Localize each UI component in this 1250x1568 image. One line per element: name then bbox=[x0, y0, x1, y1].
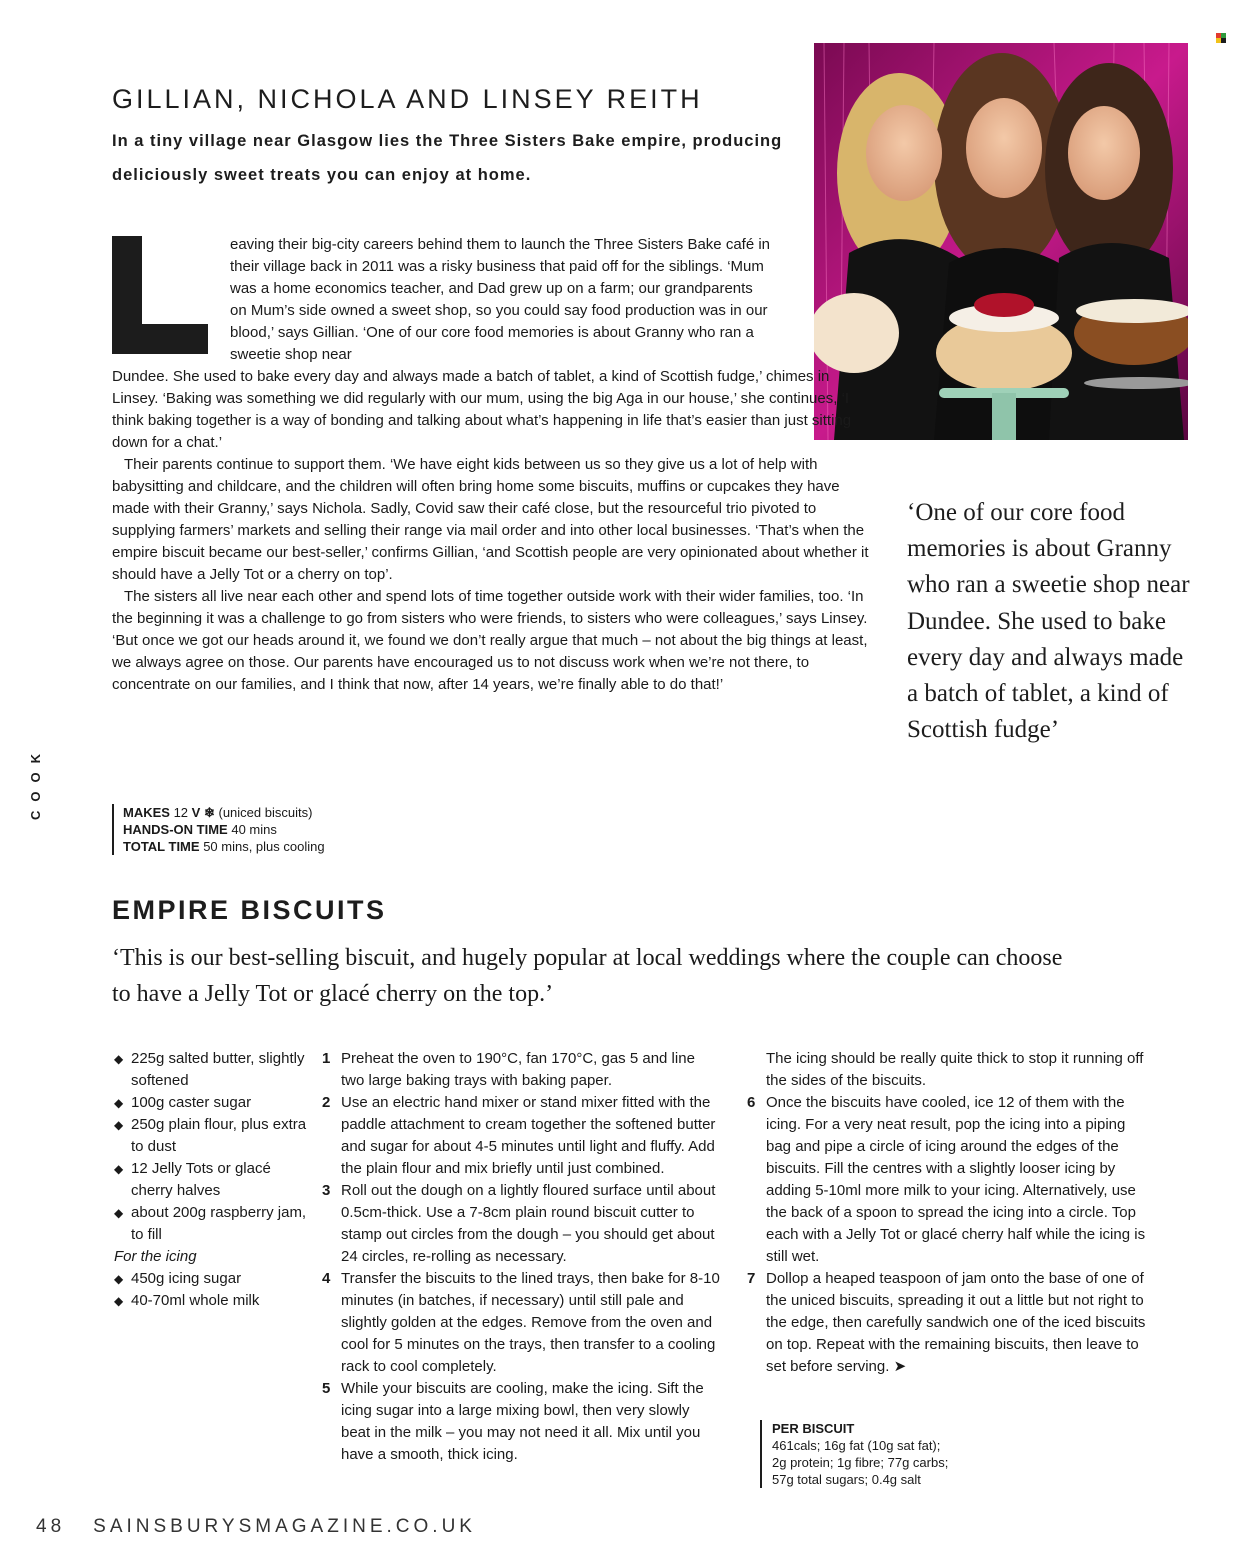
body-text-main bbox=[112, 366, 872, 696]
ingredient-item: ◆ 40-70ml whole milk bbox=[114, 1290, 314, 1312]
site-url[interactable]: SAINSBURYSMAGAZINE.CO.UK bbox=[93, 1516, 476, 1537]
body-text: The sisters all live near each other and spend lots of time together outside work with their wider families, too. ‘In the beginning it was a challenge to go from sisters who were friends, to sisters who were colleagues,’ says Linsey. ‘But once we got our heads around it, we found we don’t really argue that much – not about the big things at least, we always agree on those. Our parents have encouraged us to not discuss work when we’re not there, to concentrate on our families, and I think that now, after 14 years, we’re finally able to do that!’ bbox=[112, 588, 868, 693]
method-step bbox=[747, 1092, 1147, 1268]
step-number: 2 bbox=[322, 1094, 331, 1111]
total-time-value: 50 mins, plus cooling bbox=[203, 839, 325, 854]
method-column-1 bbox=[322, 1048, 722, 1466]
recipe-meta bbox=[112, 804, 325, 855]
nutrition-line: 57g total sugars; 0.4g salt bbox=[772, 1472, 921, 1487]
step-text: Dollop a heaped teaspoon of jam onto the base of one of the uniced biscuits, spreading it out a little but not right to the edge, then carefully sandwich one of the iced biscuits on top. Repeat with the remaining biscuits, then leave to set before serving. bbox=[766, 1270, 1146, 1375]
makes-note: (uniced biscuits) bbox=[218, 805, 313, 820]
step-text: While your biscuits are cooling, make the icing. Sift the icing sugar into a large mixing bowl, then very slowly beat in the milk – you may not need it all. Mix until you have a smooth, thick icing. bbox=[341, 1380, 704, 1463]
method-step bbox=[747, 1268, 1147, 1378]
step-number: 7 bbox=[747, 1270, 756, 1287]
makes-value: 12 bbox=[173, 805, 189, 820]
recipe-intro: ‘This is our best-selling biscuit, and hugely popular at local weddings where the couple can choose to have a Jelly Tot or glacé cherry on the top.’ bbox=[112, 945, 1063, 1007]
step-text: Once the biscuits have cooled, ice 12 of them with the icing. For a very neat result, pop the icing into a piping bag and pipe a circle of icing around the edges of the biscuits. Fill the centres with a slightly looser icing by adding 5-10ml more milk to your icing. Alternatively, use the back of a spoon to spread the icing into a circle. Top each with a Jelly Tot or glacé cherry half while the icing is still wet. bbox=[766, 1094, 1146, 1265]
method-step-continued bbox=[747, 1048, 1147, 1092]
logo-mark-icon bbox=[1216, 30, 1226, 40]
article-standfirst: In a tiny village near Glasgow lies the Three Sisters Bake empire, producing deliciously sweet treats you can enjoy at home. bbox=[112, 132, 783, 184]
ingredient-item: ◆ 450g icing sugar bbox=[114, 1268, 314, 1290]
method-column-2 bbox=[747, 1048, 1147, 1378]
diamond-bullet-icon: ◆ bbox=[114, 1294, 124, 1308]
step-number: 4 bbox=[322, 1270, 331, 1287]
step-number: 5 bbox=[322, 1380, 331, 1397]
ingredient-item: ◆ 12 Jelly Tots or glacé cherry halves bbox=[114, 1158, 314, 1202]
diamond-bullet-icon: ◆ bbox=[114, 1272, 124, 1286]
step-number: 1 bbox=[322, 1050, 331, 1067]
pull-quote: ‘One of our core food memories is about Granny who ran a sweetie shop near Dundee. She used to bake every day and always made a batch of tablet, a kind of Scottish fudge’ bbox=[907, 499, 1190, 744]
ingredient-item: ◆ 225g salted butter, slightly softened bbox=[114, 1048, 314, 1092]
ingredient-item: ◆ 100g caster sugar bbox=[114, 1092, 314, 1114]
ingredient-item: ◆ 250g plain flour, plus extra to dust bbox=[114, 1114, 314, 1158]
method-step bbox=[322, 1378, 722, 1466]
hands-on-label: HANDS-ON TIME bbox=[123, 822, 228, 837]
body-text: Their parents continue to support them. ‘We have eight kids between us so they give us a lot of help with babysitting and childcare, and the children will often bring home some biscuits, muffins or cupcakes they have made with their Granny,’ says Nichola. Sadly, Covid saw their café close, but the resourceful trio pivoted to supplying farmers’ markets and selling their range via mail order and into other local businesses. ‘That’s when the empire biscuit became our best-seller,’ confirms Gillian, ‘and Scottish people are very opinionated about whether it should have a Jelly Tot or a cherry on top’. bbox=[112, 456, 869, 583]
nutrition-line: 461cals; 16g fat (10g sat fat); bbox=[772, 1438, 941, 1453]
step-text: Use an electric hand mixer or stand mixer fitted with the paddle attachment to cream together the softened butter and sugar for about 4-5 minutes until light and fluffy. Add the plain flour and mix briefly until just combined. bbox=[341, 1094, 716, 1177]
dropcap-l bbox=[112, 236, 208, 354]
method-step bbox=[322, 1268, 722, 1378]
hands-on-value: 40 mins bbox=[231, 822, 277, 837]
article-title: GILLIAN, NICHOLA AND LINSEY REITH bbox=[112, 84, 703, 114]
diamond-bullet-icon: ◆ bbox=[114, 1206, 124, 1220]
nutrition-box bbox=[760, 1420, 948, 1488]
method-step bbox=[322, 1180, 722, 1268]
total-time-label: TOTAL TIME bbox=[123, 839, 200, 854]
body-text: eaving their big-city careers behind them to launch the Three Sisters Bake café in their village back in 2011 was a risky business that paid off for the siblings. ‘Mum was a home economics teacher, and Dad grew up on a farm; our grandparents on Mum’s side owned a sweet shop, so you could say food production was in our blood,’ says Gillian. ‘One of our core food memories is about Granny who ran a sweetie shop near bbox=[230, 236, 771, 363]
section-tab: COOK bbox=[28, 745, 43, 820]
step-text: Preheat the oven to 190°C, fan 170°C, gas 5 and line two large baking trays with baking paper. bbox=[341, 1050, 695, 1089]
continue-arrow-icon: ➤ bbox=[893, 1358, 907, 1375]
step-text: Roll out the dough on a lightly floured surface until about 0.5cm-thick. Use a 7-8cm plain round biscuit cutter to stamp out circles from the dough – you should get about 24 circles, re-rolling as necessary. bbox=[341, 1182, 716, 1265]
step-number: 6 bbox=[747, 1094, 756, 1111]
nutrition-heading: PER BISCUIT bbox=[772, 1421, 855, 1436]
diamond-bullet-icon: ◆ bbox=[114, 1118, 124, 1132]
diamond-bullet-icon: ◆ bbox=[114, 1162, 124, 1176]
icing-heading: For the icing bbox=[114, 1248, 197, 1265]
method-step bbox=[322, 1048, 722, 1092]
body-paragraph-1-top bbox=[230, 234, 770, 366]
ingredient-item: ◆ about 200g raspberry jam, to fill bbox=[114, 1202, 314, 1246]
nutrition-line: 2g protein; 1g fibre; 77g carbs; bbox=[772, 1455, 949, 1470]
page-number: 48 bbox=[36, 1516, 66, 1537]
step-text: The icing should be really quite thick to stop it running off the sides of the biscuits. bbox=[766, 1050, 1144, 1089]
diet-icons: V ❄ bbox=[191, 805, 215, 820]
ingredients-list bbox=[114, 1048, 314, 1312]
diamond-bullet-icon: ◆ bbox=[114, 1052, 124, 1066]
method-step bbox=[322, 1092, 722, 1180]
makes-label: MAKES bbox=[123, 805, 170, 820]
body-text: Dundee. She used to bake every day and always made a batch of tablet, a kind of Scottish fudge,’ chimes in Linsey. ‘Baking was something we did regularly with our mum, using the big Aga in our house,’ she continues, ‘I think baking together is a way of bonding and talking about what’s happening in life that’s easier than just sitting down for a chat.’ bbox=[112, 368, 852, 451]
page-footer bbox=[36, 1516, 476, 1538]
step-number: 3 bbox=[322, 1182, 331, 1199]
diamond-bullet-icon: ◆ bbox=[114, 1096, 124, 1110]
recipe-title: EMPIRE BISCUITS bbox=[112, 895, 387, 925]
step-text: Transfer the biscuits to the lined trays, then bake for 8-10 minutes (in batches, if necessary) until still pale and slightly golden at the edges. Remove from the oven and cool for 5 minutes on the trays, then transfer to a cooling rack to cool completely. bbox=[341, 1270, 720, 1375]
